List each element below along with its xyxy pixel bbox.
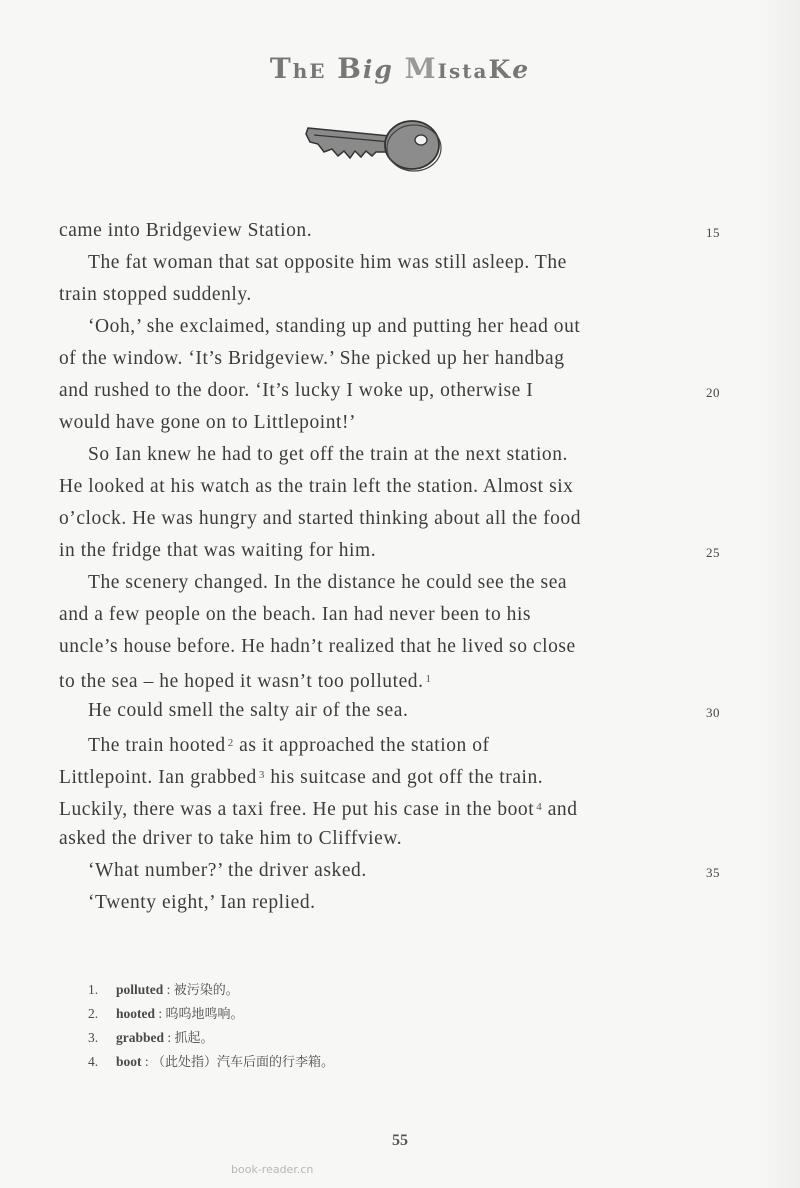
footnote-item: 3. grabbed : 抓起。 xyxy=(88,1030,214,1046)
text-line: The scenery changed. In the distance he could see the sea xyxy=(88,572,568,593)
line-number: 25 xyxy=(706,545,721,560)
text-line: of the window. ‘It’s Bridgeview.’ She picked up her handbag xyxy=(59,348,565,369)
text-line: ‘Twenty eight,’ Ian replied. xyxy=(88,892,316,913)
text-line: The fat woman that sat opposite him was still asleep. The xyxy=(88,252,567,273)
story-text xyxy=(59,215,721,919)
text-line: The train hooted $^2$ as it approached the station of xyxy=(88,735,490,756)
text-line: and rushed to the door. ‘It’s lucky I woke up, otherwise I 20 xyxy=(59,375,699,407)
footnote-item: 2. hooted : 呜呜地鸣响。 xyxy=(88,1006,244,1022)
text-line: ‘What number?’ the driver asked. 35 xyxy=(59,855,699,887)
page-number: 55 xyxy=(392,1132,408,1149)
key-icon xyxy=(304,108,444,174)
footnote-ref[interactable]: 4 xyxy=(536,801,543,813)
text-line: to the sea – he hoped it wasn’t too polluted. $^1$ xyxy=(59,671,432,692)
page-edge-shadow xyxy=(760,0,800,1188)
line-number: 20 xyxy=(706,385,721,400)
line-number: 15 xyxy=(706,225,721,240)
text-line: ‘Ooh,’ she exclaimed, standing up and putting her head out xyxy=(88,316,581,337)
text-line: uncle’s house before. He hadn’t realized that he lived so close xyxy=(59,636,576,657)
text-line: in the fridge that was waiting for him. 25 xyxy=(59,535,699,567)
footnote-ref[interactable]: 1 xyxy=(425,673,432,685)
footnotes xyxy=(88,978,334,1074)
footnote-item: 4. boot : （此处指）汽车后面的行李箱。 xyxy=(88,1054,335,1070)
text-line: So Ian knew he had to get off the train at the next station. xyxy=(88,444,568,465)
text-line: asked the driver to take him to Cliffview. xyxy=(59,828,403,849)
text-line: Luckily, there was a taxi free. He put his case in the boot $^4$ and xyxy=(59,799,578,820)
text-line: would have gone on to Littlepoint!’ xyxy=(59,412,357,433)
text-line: He looked at his watch as the train left the station. Almost six xyxy=(59,476,574,497)
watermark: book-reader.cn xyxy=(231,1163,314,1176)
footnote-ref[interactable]: 3 xyxy=(258,769,265,781)
text-line: Littlepoint. Ian grabbed $^3$ his suitcase and got off the train. xyxy=(59,767,544,788)
text-line: He could smell the salty air of the sea. 30 xyxy=(59,695,699,727)
line-number: 30 xyxy=(706,705,721,720)
footnote-item: 1. polluted : 被污染的。 xyxy=(88,982,239,998)
footnote-ref[interactable]: 2 xyxy=(227,737,234,749)
text-line: and a few people on the beach. Ian had never been to his xyxy=(59,604,532,625)
line-number: 35 xyxy=(706,865,721,880)
text-line: train stopped suddenly. xyxy=(59,284,252,305)
text-line: came into Bridgeview Station. 15 xyxy=(59,215,699,247)
chapter-title: ThE Big MIstaKe xyxy=(269,52,531,85)
text-line: o’clock. He was hungry and started thinking about all the food xyxy=(59,508,582,529)
